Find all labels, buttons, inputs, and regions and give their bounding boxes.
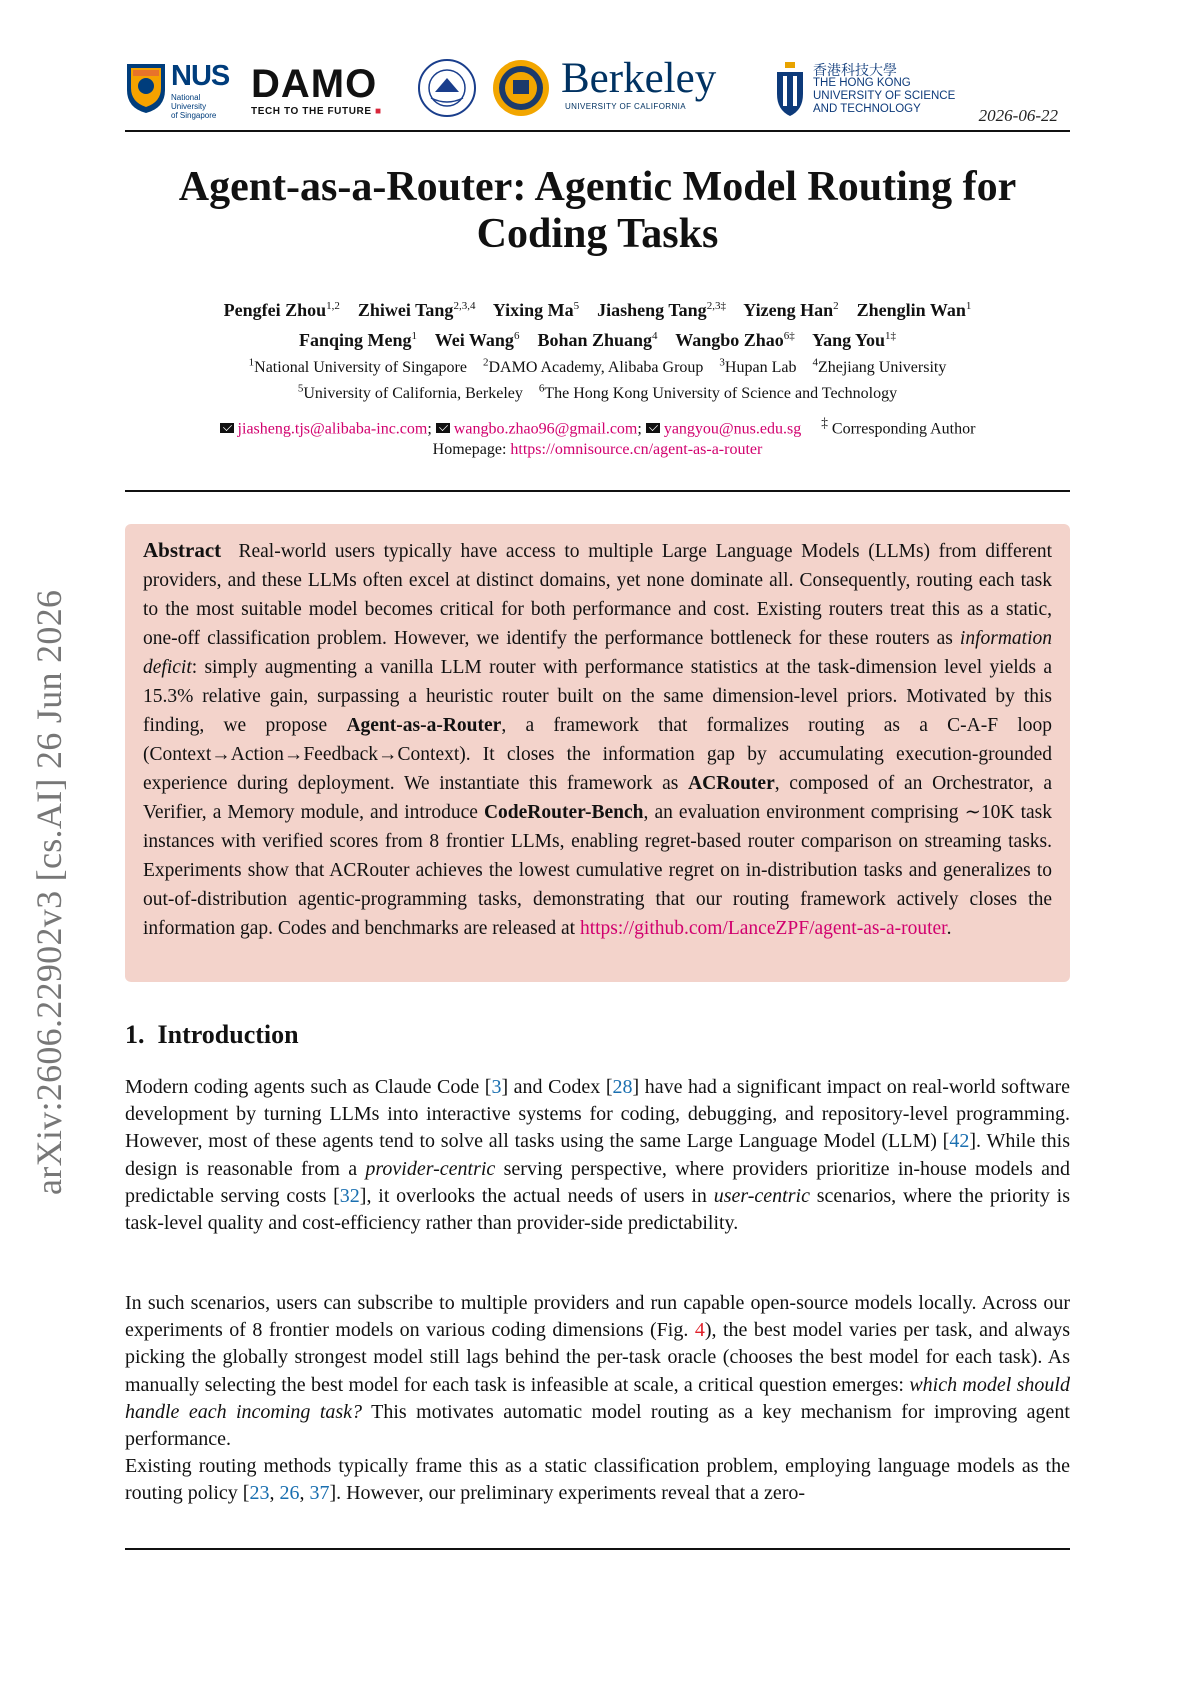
damo-tagline: TECH TO THE FUTURE (251, 106, 372, 117)
author-list (125, 293, 1070, 353)
hkust-line3: AND TECHNOLOGY (813, 103, 921, 115)
arxiv-sidebar: arXiv:2606.22902v3 [cs.AI] 26 Jun 2026 (29, 589, 69, 1195)
author: Pengfei Zhou$^{1,2}$ (223, 300, 340, 320)
zju-seal-icon (417, 58, 477, 118)
hkust-emblem-icon (773, 60, 807, 118)
nus-line2: of Singapore (171, 111, 217, 120)
berkeley-logo (561, 55, 717, 111)
zhejiang-university-seal (417, 58, 477, 123)
email-link[interactable]: wangbo.zhao96@gmail.com (453, 420, 638, 438)
figure-ref-link[interactable]: 4 (694, 1319, 705, 1342)
citation-link[interactable]: 3 (491, 1076, 502, 1098)
homepage-link[interactable]: https://omnisource.cn/agent-as-a-router (510, 441, 763, 459)
section-heading: 1. Introduction (125, 1020, 299, 1049)
berkeley-subtitle: UNIVERSITY OF CALIFORNIA (565, 102, 687, 111)
author: Yizeng Han$^2$ (743, 300, 839, 320)
author: Jiasheng Tang$^{2,3\ddagger}$ (597, 300, 726, 320)
email-icon (436, 423, 450, 433)
header-date: 2026-06-22 (978, 106, 1058, 125)
nus-logo (125, 60, 237, 120)
uc-seal (491, 58, 551, 123)
corresponding-label: Corresponding Author (831, 420, 976, 438)
nus-line1: National University (171, 93, 207, 111)
corresponding-mark: ‡ (821, 415, 828, 430)
email-link[interactable]: jiasheng.tjs@alibaba-inc.com (237, 420, 428, 438)
footer-rule (125, 1548, 1070, 1550)
contact-block: jiasheng.tjs@alibaba-inc.com; wangbo.zhao96@gmail.com; yangyou@nus.edu.sg ‡ Corresponding Author Homepage: https://omnisource.cn/agent-as-a-router (125, 412, 1070, 460)
affiliation: $^4$Zhejiang University (812, 357, 947, 377)
citation-link[interactable]: 42 (949, 1130, 970, 1153)
homepage-label: Homepage: (432, 441, 507, 459)
intro-paragraph-3: Existing routing methods typically frame this as a static classification problem, employing language models as the routing policy [23, 26, 37]. However, our preliminary experiments reveal that a zero- (125, 1455, 1070, 1505)
citation-link[interactable]: 26 (279, 1482, 300, 1505)
email-link[interactable]: yangyou@nus.edu.sg (663, 420, 802, 438)
citation-link[interactable]: 37 (309, 1482, 330, 1505)
code-link[interactable]: https://github.com/LanceZPF/agent-as-a-router (579, 918, 947, 939)
citation-link[interactable]: 28 (612, 1076, 633, 1098)
citation-link[interactable]: 32 (339, 1184, 360, 1207)
title-line2: Coding Tasks (476, 211, 719, 257)
affiliation: $^5$University of California, Berkeley (297, 382, 523, 402)
nus-wordmark: NUS (171, 60, 230, 92)
author: Yixing Ma$^5$ (492, 300, 580, 320)
author: Zhiwei Tang$^{2,3,4}$ (357, 300, 476, 320)
hkust-chinese-name: 香港科技大學 (813, 63, 897, 79)
email-icon (646, 423, 660, 433)
email-icon (220, 423, 234, 433)
damo-seal-icon: ■ (375, 106, 382, 117)
author: Bohan Zhuang$^4$ (537, 330, 658, 350)
title-rule (125, 490, 1070, 492)
damo-logo (251, 64, 406, 116)
abstract-box (125, 524, 1070, 982)
affiliation: $^3$Hupan Lab (719, 357, 797, 377)
citation-link[interactable]: 23 (249, 1482, 270, 1505)
author: Wangbo Zhao$^{6\ddagger}$ (675, 330, 795, 350)
title-line1: Agent-as-a-Router: Agentic Model Routing for (178, 164, 1017, 210)
intro-paragraph-1: Modern coding agents such as Claude Code [3] and Codex [28] have had a significant impact on real-world software development by turning LLMs into interactive systems for coding, debugging, and repository-level programming. However, most of these agents tend to solve all tasks using the same Large Language Model (LLM) [42]. While this design is reasonable from a provider-centric serving perspective, where providers prioritize in-house models and predictable serving costs [32], it overlooks the actual needs of users in user-centric scenarios, where the priority is task-level quality and cost-efficiency rather than provider-side predictability. (125, 1076, 1071, 1235)
paper-title (125, 164, 1070, 258)
abstract-text: Abstract Real-world users typically have access to multiple Large Language Models (LLMs) from different providers, and these LLMs often excel at distinct domains, yet none dominate all. Consequently, routing each task to the most suitable model becomes critical for both performance and cost. Existing routers treat this as a static, one-off classification problem. However, we identify the performance bottleneck for these routers as information deficit: simply augmenting a vanilla LLM router with performance statistics at the task-dimension level yields a 15.3% relative gain, surpassing a heuristic router built on the same dimension-level priors. Motivated by this finding, we propose Agent-as-a-Router, a framework that formalizes routing as a C-A-F loop (Context→Action→Feedback→Context). It closes the information gap by accumulating execution-grounded experience during deployment. We instantiate this framework as ACRouter, composed of an Orchestrator, a Verifier, a Memory module, and introduce CodeRouter-Bench, an evaluation environment comprising ∼10K task instances with verified scores from 8 frontier LLMs, enabling regret-based router comparison on streaming tasks. Experiments show that ACRouter achieves the lowest cumulative regret on in-distribution tasks and generalizes to out-of-distribution agentic-programming tasks, demonstrating that our routing framework actively closes the information gap. Codes and benchmarks are released at https://github.com/LanceZPF/agent-as-a-router. (143, 538, 1053, 939)
affiliation: $^6$The Hong Kong University of Science and Technology (538, 382, 898, 402)
uc-seal-icon (491, 58, 551, 118)
affiliation: $^2$DAMO Academy, Alibaba Group (482, 357, 704, 377)
affiliation: $^1$National University of Singapore (248, 357, 467, 377)
intro-paragraph-2: In such scenarios, users can subscribe to multiple providers and run capable open-source models locally. Across our experiments of 8 frontier models on various coding dimensions (Fig. 4), the best model varies per task, and always picking the globally strongest model still lags behind the per-task oracle (chooses the best model for each task). As manually selecting the best model for each task is infeasible at scale, a critical question emerges: which model should handle each incoming task? This motivates automatic model routing as a key mechanism for improving agent performance. (125, 1292, 1070, 1451)
damo-wordmark: DAMO (251, 62, 378, 106)
abstract-label: Abstract (143, 538, 222, 562)
hkust-line2: UNIVERSITY OF SCIENCE (813, 90, 956, 102)
header-logos (125, 55, 1070, 126)
header-rule (125, 130, 1070, 132)
hkust-line1: THE HONG KONG (813, 77, 911, 89)
affiliations (125, 353, 1070, 404)
author: Fanqing Meng$^1$ (299, 330, 418, 350)
nus-crest-icon (125, 62, 167, 114)
berkeley-wordmark: Berkeley (561, 55, 717, 102)
author: Zhenglin Wan$^1$ (856, 300, 972, 320)
author: Yang You$^{1\ddagger}$ (812, 330, 896, 350)
author: Wei Wang$^6$ (434, 330, 520, 350)
